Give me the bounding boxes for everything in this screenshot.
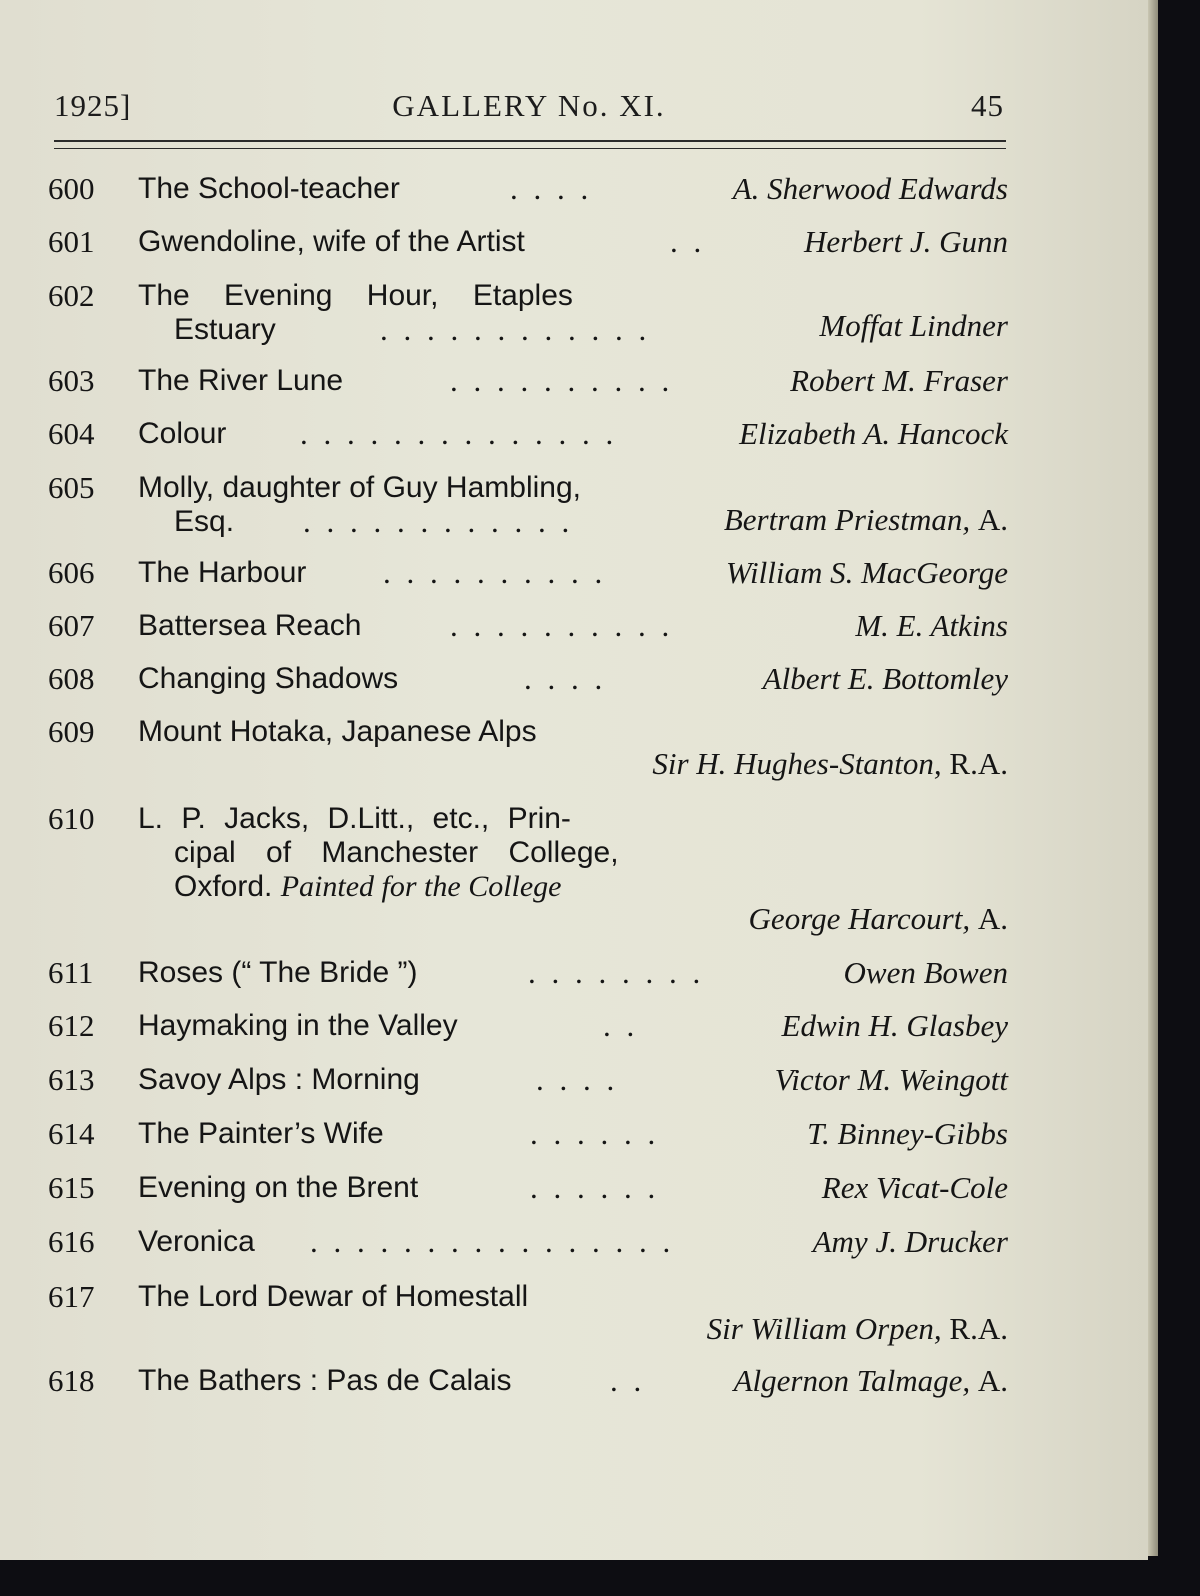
catalogue-entry bbox=[48, 1225, 1008, 1265]
catalogue-entry bbox=[48, 1117, 1008, 1157]
entry-title: Roses (“ The Bride ”) bbox=[138, 956, 418, 989]
entry-title: The Bathers : Pas de Calais bbox=[138, 1364, 512, 1397]
entry-number: 603 bbox=[48, 363, 95, 398]
dot-leader: . . . . bbox=[510, 171, 593, 206]
dot-leader: . . . . . . . . . . . . . . . . bbox=[310, 1224, 675, 1259]
dot-leader: . . bbox=[670, 224, 706, 259]
dot-leader: . . . . . . . . . . bbox=[450, 363, 674, 398]
artist-honour: R.A. bbox=[949, 746, 1008, 781]
entry-title: The River Lune bbox=[138, 364, 344, 397]
entry-artist: Elizabeth A. Hancock bbox=[739, 416, 1008, 451]
header-year: 1925] bbox=[54, 88, 132, 123]
entry-number: 613 bbox=[48, 1062, 95, 1097]
catalogue-entry bbox=[48, 609, 1008, 649]
entry-title: Savoy Alps : Morning bbox=[138, 1063, 420, 1096]
artist-name: Sir William Orpen, bbox=[706, 1311, 942, 1346]
artist-name: Sir H. Hughes-Stanton, bbox=[652, 746, 942, 781]
page-number: 45 bbox=[971, 88, 1004, 123]
entry-artist: M. E. Atkins bbox=[855, 608, 1008, 643]
dot-leader: . . . . . . . . . . . . bbox=[380, 312, 651, 347]
entry-artist bbox=[749, 902, 1008, 936]
entry-number: 618 bbox=[48, 1363, 95, 1398]
artist-name: George Harcourt, bbox=[748, 901, 971, 936]
dot-leader: . . . . . . . . bbox=[528, 955, 705, 990]
entry-artist: Herbert J. Gunn bbox=[803, 224, 1008, 259]
dot-leader: . . bbox=[603, 1008, 639, 1043]
dot-leader: . . . . bbox=[524, 661, 607, 696]
entry-artist bbox=[734, 1364, 1008, 1398]
entry-number: 602 bbox=[48, 278, 95, 313]
dot-leader: . . . . . . . . . . bbox=[383, 555, 607, 590]
entry-artist: William S. MacGeorge bbox=[725, 555, 1008, 590]
entry-title-continued: Estuary bbox=[174, 313, 276, 346]
entry-artist: Rex Vicat-Cole bbox=[821, 1170, 1008, 1205]
entry-title: L. P. Jacks, D.Litt., etc., Prin- bbox=[138, 802, 571, 835]
entry-number: 604 bbox=[48, 416, 95, 451]
entry-title: Gwendoline, wife of the Artist bbox=[138, 225, 525, 258]
artist-honour: A. bbox=[977, 901, 1008, 936]
entry-artist: A. Sherwood Edwards bbox=[732, 171, 1008, 206]
catalogue-entry bbox=[48, 715, 1008, 787]
entry-title: The Harbour bbox=[138, 556, 307, 589]
entry-number: 616 bbox=[48, 1224, 95, 1259]
catalogue-entry bbox=[48, 1364, 1008, 1404]
entry-artist bbox=[724, 503, 1008, 537]
dot-leader: . . . . . . . . . . . . . . bbox=[300, 416, 618, 451]
entry-note: Painted for the College bbox=[280, 870, 562, 903]
entry-title-end: Oxford. bbox=[174, 870, 273, 903]
catalogue-entry bbox=[48, 1171, 1008, 1211]
catalogue-entry bbox=[48, 364, 1008, 404]
artist-name: Bertram Priestman, bbox=[723, 502, 971, 537]
catalogue-entry bbox=[48, 1009, 1008, 1049]
entry-title: Colour bbox=[138, 417, 227, 450]
gallery-title: GALLERY No. XI. bbox=[392, 88, 666, 123]
entry-number: 605 bbox=[48, 470, 95, 505]
entry-artist: Moffat Lindner bbox=[819, 308, 1008, 343]
catalogue-entry bbox=[48, 662, 1008, 702]
entry-title: Haymaking in the Valley bbox=[138, 1009, 458, 1042]
entry-number: 611 bbox=[48, 955, 94, 990]
entry-number: 608 bbox=[48, 661, 95, 696]
entry-artist: Amy J. Drucker bbox=[812, 1224, 1008, 1259]
catalogue-entry bbox=[48, 417, 1008, 457]
entry-title: Mount Hotaka, Japanese Alps bbox=[138, 715, 537, 748]
entry-artist bbox=[652, 747, 1008, 781]
entry-title: Veronica bbox=[138, 1225, 255, 1258]
entry-number: 600 bbox=[48, 171, 95, 206]
entry-artist: Owen Bowen bbox=[843, 955, 1008, 990]
entry-artist: T. Binney-Gibbs bbox=[807, 1116, 1008, 1151]
entry-number: 607 bbox=[48, 608, 95, 643]
entry-title: Molly, daughter of Guy Hambling, bbox=[138, 471, 581, 504]
entry-number: 601 bbox=[48, 224, 95, 259]
catalogue-entry bbox=[48, 802, 1008, 942]
entry-title-continued bbox=[174, 870, 562, 904]
entry-title-continued: cipal of Manchester College, bbox=[174, 836, 619, 869]
artist-name: Algernon Talmage, bbox=[733, 1363, 971, 1398]
dot-leader: . . . . . . bbox=[530, 1170, 660, 1205]
entry-artist: Robert M. Fraser bbox=[790, 363, 1008, 398]
entry-number: 612 bbox=[48, 1008, 95, 1043]
entry-artist: Albert E. Bottomley bbox=[762, 661, 1008, 696]
entry-artist bbox=[707, 1312, 1008, 1346]
entry-artist: Victor M. Weingott bbox=[774, 1062, 1008, 1097]
entry-title: Evening on the Brent bbox=[138, 1171, 419, 1204]
dot-leader: . . bbox=[610, 1363, 646, 1398]
catalogue-entry bbox=[48, 956, 1008, 996]
dot-leader: . . . . . . bbox=[530, 1116, 660, 1151]
catalogue-entry bbox=[48, 556, 1008, 596]
entry-number: 610 bbox=[48, 801, 95, 836]
catalogue-entry bbox=[48, 1063, 1008, 1103]
catalogue-entry bbox=[48, 225, 1008, 265]
entry-title: Battersea Reach bbox=[138, 609, 362, 642]
catalogue-entry bbox=[48, 279, 1008, 351]
entry-number: 614 bbox=[48, 1116, 95, 1151]
entry-number: 617 bbox=[48, 1279, 95, 1314]
dot-leader: . . . . . . . . . . bbox=[450, 608, 674, 643]
entry-title: The School-teacher bbox=[138, 172, 400, 205]
catalogue-entry bbox=[48, 172, 1008, 212]
entry-title: The Lord Dewar of Homestall bbox=[138, 1280, 529, 1313]
dot-leader: . . . . . . . . . . . . bbox=[303, 504, 574, 539]
entry-title: The Evening Hour, Etaples bbox=[138, 279, 573, 312]
entry-number: 606 bbox=[48, 555, 95, 590]
entry-number: 615 bbox=[48, 1170, 95, 1205]
entry-number: 609 bbox=[48, 714, 95, 749]
dot-leader: . . . . bbox=[536, 1062, 619, 1097]
artist-honour: R.A. bbox=[949, 1311, 1008, 1346]
artist-honour: A. bbox=[977, 502, 1008, 537]
catalogue-entry bbox=[48, 1280, 1008, 1352]
entry-artist: Edwin H. Glasbey bbox=[781, 1008, 1008, 1043]
artist-honour: A. bbox=[977, 1363, 1008, 1398]
page-edge bbox=[1148, 0, 1158, 1556]
catalogue-entry bbox=[48, 471, 1008, 543]
entry-title-continued: Esq. bbox=[174, 505, 235, 538]
entry-title: The Painter’s Wife bbox=[138, 1117, 384, 1150]
entry-title: Changing Shadows bbox=[138, 662, 399, 695]
